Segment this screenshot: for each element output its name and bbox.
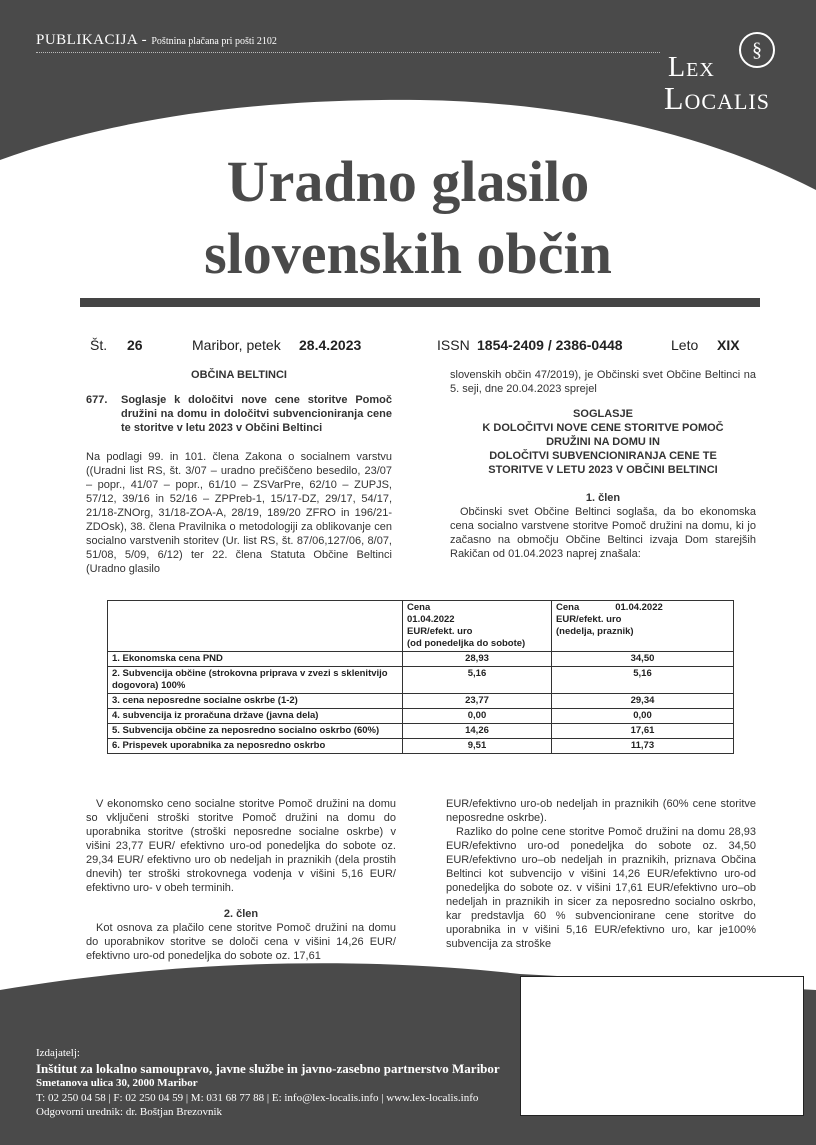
logo-line2: Localis — [664, 80, 770, 116]
row-value-sunday: 5,16 — [552, 667, 734, 694]
article-2-text: Kot osnova za plačilo cene storitve Pomoč družini na domu do uporabnikov storitve se določi cena v višini 14,26 EUR/ efektivno uro-od ponedeljka do sobote oz. 17,61 — [86, 922, 396, 962]
table-header-col1 — [403, 601, 552, 652]
table-row — [108, 652, 734, 667]
row-value-weekday: 5,16 — [403, 667, 552, 694]
row-label: 6. Prispevek uporabnika za neposredno oskrbo — [108, 739, 403, 754]
issn-label: ISSN — [437, 337, 470, 353]
row-value-weekday: 14,26 — [403, 724, 552, 739]
publication-line: PUBLIKACIJA - Poštnina plačana pri pošti 2102 — [36, 32, 277, 48]
row-value-sunday: 34,50 — [552, 652, 734, 667]
row-value-weekday: 0,00 — [403, 709, 552, 724]
article-1-heading: 1. člen — [585, 492, 621, 504]
page-title-line2: slovenskih občin — [204, 221, 612, 286]
section-sign-icon: § — [739, 32, 775, 68]
decision-heading-l4: DOLOČITVI SUBVENCIONIRANJA CENE TE — [489, 450, 717, 462]
responsible-editor: Odgovorni urednik: dr. Boštjan Brezovnik — [36, 1106, 223, 1118]
row-value-sunday: 0,00 — [552, 709, 734, 724]
year-label: Leto — [671, 337, 699, 353]
row-value-sunday: 11,73 — [552, 739, 734, 754]
table-row — [108, 667, 734, 694]
row-label: 1. Ekonomska cena PND — [108, 652, 403, 667]
logo-line1: Lex — [668, 52, 715, 83]
col1-header-l4: (od ponedeljka do sobote) — [407, 638, 526, 649]
row-label: 5. Subvencija občine za neposredno socialno oskrbo (60%) — [108, 724, 403, 739]
table-header-empty — [108, 601, 403, 652]
col2-header-cena: Cena — [556, 602, 580, 613]
article-1-text: Občinski svet Občine Beltinci soglaša, da bo ekonomska cena socialno varstvene storitve Pomoč družini na domu, ki jo začasno na območju Občine Beltinci izvaja Dom starejših Rakičan od 01.04.2023 naprej znašala: — [450, 506, 756, 560]
row-value-sunday: 17,61 — [552, 724, 734, 739]
publisher-name: Inštitut za lokalno samoupravo, javne službe in javno-zasebno partnerstvo Maribor — [36, 1061, 500, 1076]
address-label-box — [520, 976, 804, 1116]
publisher-contacts: T: 02 250 04 58 | F: 02 250 04 59 | M: 031 68 77 88 | E: info@lex-localis.info | www.lex-localis.info — [36, 1092, 479, 1104]
row-value-weekday: 9,51 — [403, 739, 552, 754]
issn-value: 1854-2409 / 2386-0448 — [477, 337, 623, 353]
row-value-weekday: 28,93 — [403, 652, 552, 667]
article-2-continuation: EUR/efektivno uro-ob nedeljah in praznikih (60% cene storitve neposredne oskrbe). — [446, 798, 756, 824]
row-value-weekday: 23,77 — [403, 694, 552, 709]
decision-heading-l2: K DOLOČITVI NOVE CENE STORITVE POMOČ — [482, 422, 724, 434]
decision-heading-l3: DRUŽINI NA DOMU IN — [546, 436, 660, 448]
publisher-address: Smetanova ulica 30, 2000 Maribor — [36, 1077, 198, 1089]
municipality-heading: OBČINA BELTINCI — [191, 369, 287, 381]
item-number: 677. — [86, 394, 108, 406]
col2-header-l3: (nedelja, praznik) — [556, 626, 634, 637]
intro-paragraph: Na podlagi 99. in 101. člena Zakona o socialnem varstvu ((Uradni list RS, št. 3/07 – uradno prečiščeno besedilo, 23/07 – popr., 41/07 – popr., 61/10 – ZSVarPre, 62/10 – ZUPJS, 57/12, 39/16 in 52/16 – ZPPreb-1, 15/17-DZ, 29/17, 54/17, 21/18-ZNOrg, 31/18-ZOA-A, 28/19, 189/20 ZFRO in 196/21-ZDOsk), 38. člena Pravilnika o metodologiji za oblikovanje cen socialno varstvenih storitev (Ur. list RS, št. 87/06,127/06, 8/07, 51/08, 5/09, 6/12) ter 22. člena Statuta Občine Beltinci (Uradno glasilo — [86, 451, 392, 575]
year-value: XIX — [717, 337, 740, 353]
col1-header-l2: 01.04.2022 — [407, 614, 455, 625]
page-title-line1: Uradno glasilo — [226, 149, 590, 214]
table-header-row — [108, 601, 734, 652]
table-row — [108, 694, 734, 709]
postage-note: Poštnina plačana pri pošti 2102 — [151, 36, 277, 47]
publisher-label: Izdajatelj: — [36, 1047, 80, 1059]
table-row — [108, 709, 734, 724]
item-title: Soglasje k določitvi nove cene storitve Pomoč družini na domu in določitvi subvencioniranja cene te storitve v letu 2023 v Občini Beltinci — [121, 394, 392, 434]
table-row — [108, 724, 734, 739]
decision-heading — [450, 407, 756, 477]
col2-header-l2: EUR/efekt. uro — [556, 614, 622, 625]
col2-header-l1 — [556, 602, 729, 614]
row-label: 2. Subvencija občine (strokovna priprava v zvezi s sklenitvijo dogovora) 100% — [108, 667, 403, 694]
table-header-col2 — [552, 601, 734, 652]
row-label: 4. subvencija iz proračuna države (javna dela) — [108, 709, 403, 724]
col2-header-date: 01.04.2022 — [615, 602, 663, 613]
publication-label: PUBLIKACIJA — [36, 32, 138, 48]
row-label: 3. cena neposredne socialne oskrbe (1-2) — [108, 694, 403, 709]
row-value-sunday: 29,34 — [552, 694, 734, 709]
table-row — [108, 739, 734, 754]
decision-heading-l1: SOGLASJE — [573, 408, 633, 420]
decision-heading-l5: STORITVE V LETU 2023 V OBČINI BELTINCI — [488, 464, 718, 476]
dotted-divider — [36, 52, 660, 53]
title-rule — [80, 298, 760, 307]
issue-number-label: Št. — [90, 337, 108, 353]
intro-continuation: slovenskih občin 47/2019), je Občinski svet Občine Beltinci na 5. seji, dne 20.04.2023 sprejel — [450, 369, 756, 395]
explanation-paragraph: V ekonomsko ceno socialne storitve Pomoč družini na domu so vključeni stroški storitve Pomoč družini na domu do uporabnika storitve (stroški neposredne socialne oskrbe) v višini 23,77 EUR/ efektivno uro-od ponedeljka do sobote oz. 29,34 EUR/ efektivno uro ob nedeljah in praznikih (dela prostih dnevih) ter stroški strokovnega vodenja v višini 5,16 EUR/ efektivno uro- v obeh terminih. — [86, 798, 396, 894]
col1-header-l1: Cena — [407, 602, 431, 613]
subsidy-paragraph: Razliko do polne cene storitve Pomoč družini na domu 28,93 EUR/efektivno uro-od ponedeljka do sobote oz. 34,50 EUR/efektivno uro–ob nedeljah in praznikih, priznava Občina Beltinci kot subvencijo v višini 14,26 EUR/efektivno uro-od ponedeljka do sobote oz. v višini 17,61 EUR/efektivno uro–ob nedeljah in praznikih in sicer za neposredno socialno oskrbo, kar predstavlja 60 % subvencionirane cene storitve do uporabnika in v višini 5,16 EUR/efektivno uro, kar je100% subvencija za stroške — [446, 826, 756, 950]
col1-header-l3: EUR/efekt. uro — [407, 626, 473, 637]
article-2-heading: 2. člen — [223, 908, 259, 920]
issue-date: 28.4.2023 — [299, 337, 362, 353]
issue-place: Maribor, petek — [192, 337, 281, 353]
price-table — [107, 600, 734, 754]
issue-number: 26 — [127, 337, 143, 353]
